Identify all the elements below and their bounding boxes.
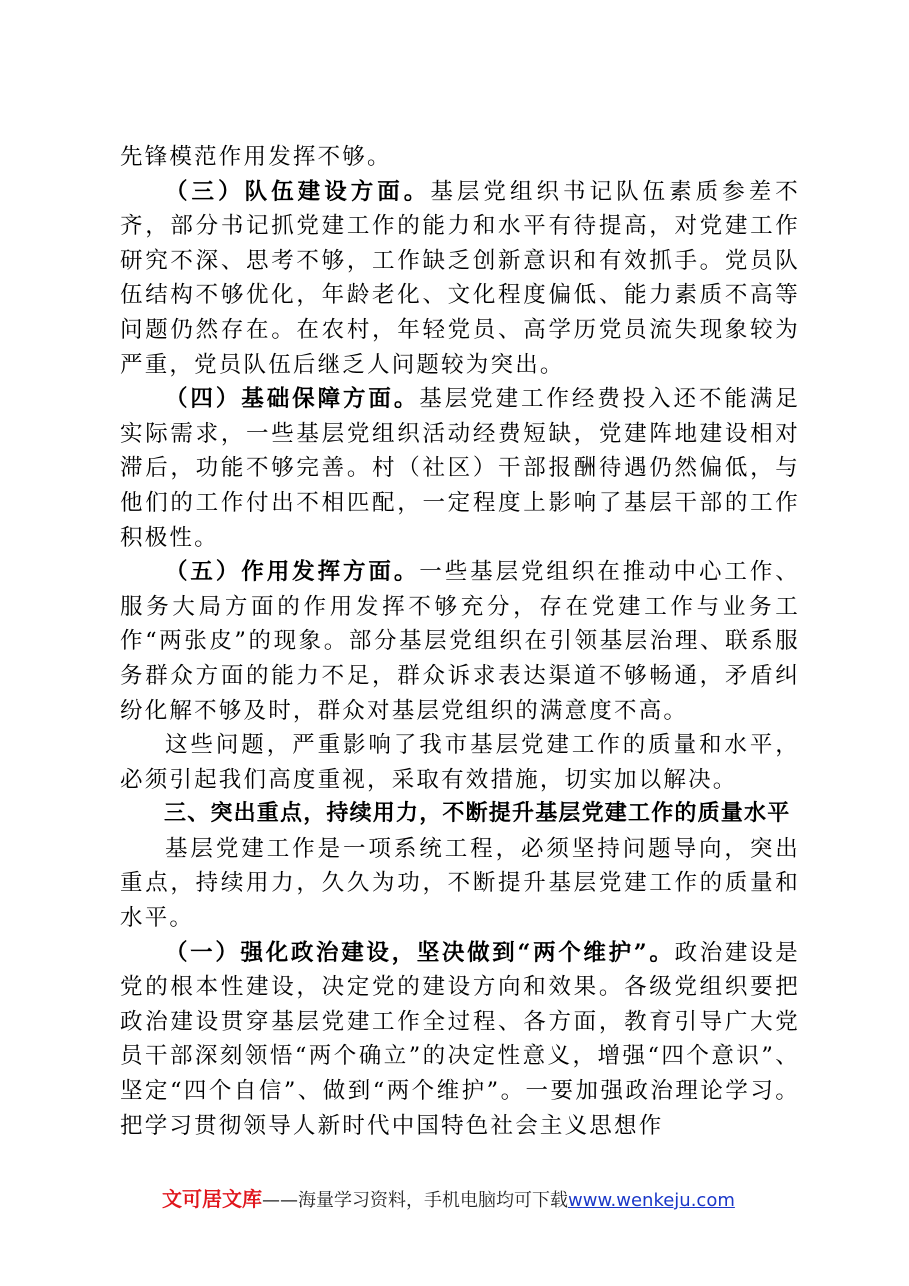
paragraph-basic-support <box>120 382 800 555</box>
paragraph-political-building <box>120 936 800 1144</box>
paragraph-lead: （四）基础保障方面。 <box>165 386 420 413</box>
paragraph-lead: （三）队伍建设方面。 <box>165 178 431 205</box>
paragraph-lead: （五）作用发挥方面。 <box>165 559 420 586</box>
footer-brand: 文可居文库 <box>162 1187 262 1211</box>
paragraph-text: 基层党建工作是一项系统工程，必须坚持问题导向，突出重点，持续用力，久久为功，不断提升基层党建工作的质量和水平。 <box>120 835 800 932</box>
paragraph-text: 一些基层党组织在推动中心工作、服务大局方面的作用发挥不够充分，存在党建工作与业务工作“两张皮”的现象。部分基层党组织在引领基层治理、联系服务群众方面的能力不足，群众诉求表达渠道不够畅通，矛盾纠纷化解不够及时，群众对基层党组织的满意度不高。 <box>120 559 800 724</box>
paragraph-text: 基层党组织书记队伍素质参差不齐，部分书记抓党建工作的能力和水平有待提高，对党建工作研究不深、思考不够，工作缺乏创新意识和有效抓手。党员队伍结构不够优化，年龄老化、文化程度偏低、能力素质不高等问题仍然存在。在农村，年轻党员、高学历党员流失现象较为严重，党员队伍后继乏人问题较为突出。 <box>120 178 800 378</box>
paragraph-continuation <box>120 140 800 175</box>
paragraph-text: 基层党建工作经费投入还不能满足实际需求，一些基层党组织活动经费短缺，党建阵地建设相对滞后，功能不够完善。村（社区）干部报酬待遇仍然偏低，与他们的工作付出不相匹配，一定程度上影响了基层干部的工作积极性。 <box>120 386 800 551</box>
paragraph-summary <box>120 728 800 797</box>
paragraph-text: 这些问题，严重影响了我市基层党建工作的质量和水平，必须引起我们高度重视，采取有效措施，切实加以解决。 <box>120 732 800 793</box>
paragraph-text: 先锋模范作用发挥不够。 <box>120 144 392 170</box>
paragraph-text: 政治建设是党的根本性建设，决定党的建设方向和效果。各级党组织要把政治建设贯穿基层党建工作全过程、各方面，教育引导广大党员干部深刻领悟“两个确立”的决定性意义，增强“四个意识”、坚定“四个自信”、做到“两个维护”。一要加强政治理论学习。把学习贯彻领导人新时代中国特色社会主义思想作 <box>120 939 800 1139</box>
footer-banner <box>162 1183 735 1212</box>
paragraph-lead: （一）强化政治建设，坚决做到“两个维护”。 <box>165 939 675 966</box>
footer-tagline: ——海量学习资料，手机电脑均可下载 <box>262 1190 568 1211</box>
paragraph-role-play <box>120 555 800 728</box>
footer-link[interactable]: www.wenkeju.com <box>568 1190 735 1211</box>
section-heading: 三、突出重点，持续用力，不断提升基层党建工作的质量水平 <box>164 801 791 827</box>
document-body <box>120 140 800 1143</box>
paragraph-team-building <box>120 175 800 383</box>
paragraph-section-intro <box>120 832 800 936</box>
